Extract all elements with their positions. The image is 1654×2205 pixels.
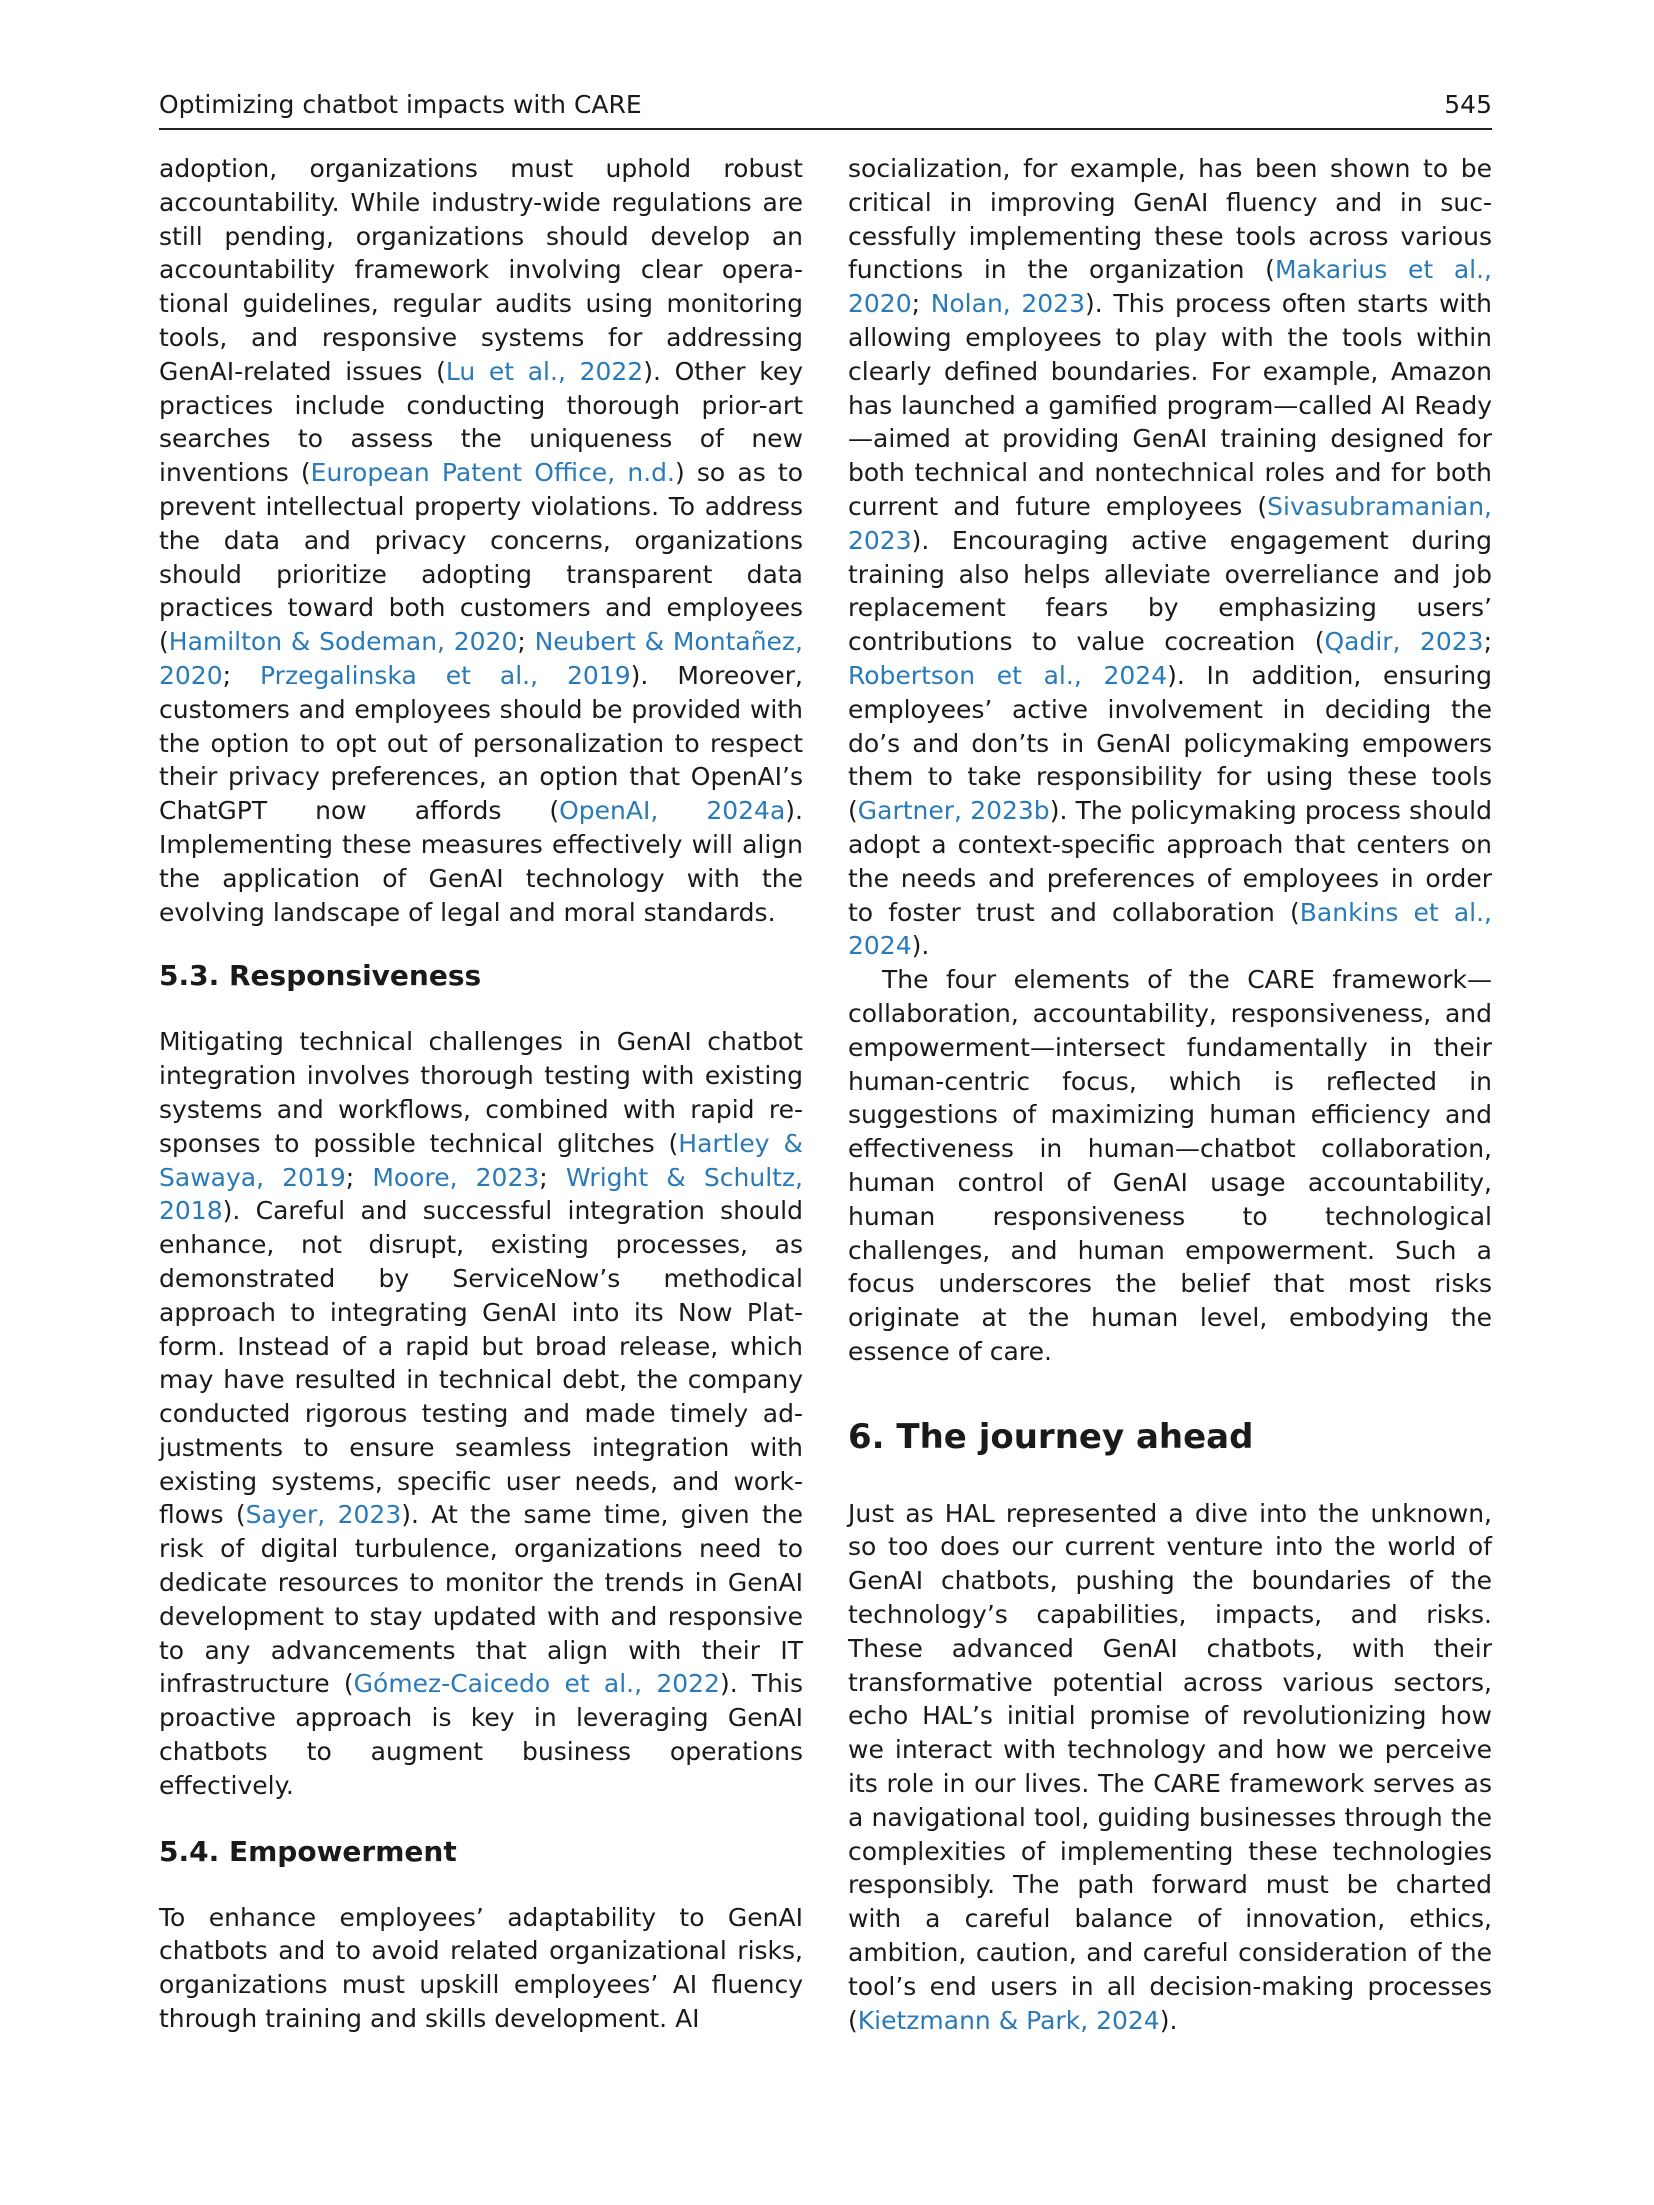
section-heading-journey-ahead: 6. The journey ahead (848, 1416, 1254, 1457)
paragraph-journey-ahead (848, 1497, 1492, 2038)
text-run: ; (1483, 627, 1492, 657)
text-run: ). The policymaking process should adopt a context-specific approach that centers on the needs and preferences of employees in order to foster trust and collaboration ( (848, 796, 1492, 927)
citation-link[interactable]: OpenAI, 2024a (559, 796, 786, 826)
text-run: ). In addition, ensuring employees’ active involvement in deciding the do’s and don’ts in GenAI policymaking empowers them to take responsibility for using these tools ( (848, 660, 1492, 826)
citation-link[interactable]: Gartner, 2023b (857, 796, 1050, 826)
text-run: ; (517, 627, 535, 657)
text-run: ). This process often starts with allowing employees to play with the tools within clearly defined boundaries. For example, Amazon has launched a gamified program—called AI Ready—aimed at providing GenAI training designed for both technical and nontechnical roles and for both current and future employees ( (848, 289, 1492, 521)
text-run: ). This proactive approach is key in leveraging GenAI chatbots to augment business operations effectively. (159, 1669, 803, 1800)
section-heading-empowerment: 5.4. Empowerment (159, 1834, 457, 1868)
citation-link[interactable]: Qadir, 2023 (1324, 627, 1484, 657)
paragraph-responsiveness (159, 1025, 803, 1802)
citation-link[interactable]: Neubert & Montañez, 2020 (159, 627, 803, 690)
citation-link[interactable]: Lu et al., 2022 (445, 356, 644, 386)
text-run: adoption, organizations must uphold robust accountability. While industry-wide regulations are still pending, organizations should develop an accountability framework involving clear operational guidelines, regular audits using monitoring tools, and responsive systems for addressing GenAI-related issues ( (159, 154, 803, 386)
citation-link[interactable]: Przegalinska et al., 2019 (260, 660, 631, 690)
text-run: Mitigating technical challenges in GenAI chatbot integration involves thorough testing with existing systems and workflows, combined with rapid responses to possible technical glitches ( (159, 1027, 803, 1158)
citation-link[interactable]: Gómez-Caicedo et al., 2022 (353, 1669, 720, 1699)
page-number: 545 (1444, 90, 1492, 119)
text-run: ; (911, 289, 931, 319)
text-run: ). Moreover, customers and employees should be provided with the option to opt out of personalization to respect their privacy preferences, an option that OpenAI’s ChatGPT now affords ( (159, 660, 803, 826)
left-column (159, 152, 803, 2036)
text-run: ). (1159, 2005, 1178, 2035)
paragraph-accountability-cont (159, 152, 803, 929)
right-column (848, 152, 1492, 2037)
paragraph-care-elements (848, 963, 1492, 1369)
text-run: ; (345, 1162, 373, 1192)
running-header (159, 86, 1492, 130)
text-run: The four elements of the CARE framework—collaboration, accountability, responsiveness, and empowerment—intersect fundamentally in their human-centric focus, which is reflected in suggestions of maximizing human efficiency and effectiveness in human—chatbot collaboration, human control of GenAI usage accountability, human responsiveness to technological challenges, and human empowerment. Such a focus underscores the belief that most risks originate at the human level, embodying the essence of care. (848, 965, 1492, 1366)
citation-link[interactable]: Sayer, 2023 (245, 1500, 402, 1530)
text-run: ). (911, 931, 930, 961)
section-heading-responsiveness: 5.3. Responsiveness (159, 959, 482, 993)
citation-link[interactable]: Sivasubramanian, 2023 (848, 491, 1492, 555)
citation-link[interactable]: Kietzmann & Park, 2024 (857, 2005, 1160, 2035)
paragraph-empowerment (159, 1901, 803, 2036)
text-run: ). At the same time, given the risk of digital turbulence, organizations need to dedicate resources to monitor the trends in GenAI development to stay updated with and responsive to any advancements that align with their IT infrastructure ( (159, 1500, 803, 1699)
text-run: socialization, for example, has been shown to be critical in improving GenAI fluency and in successfully implementing these tools across various functions in the organization ( (848, 154, 1492, 285)
text-run: ; (539, 1162, 566, 1192)
citation-link[interactable]: Hamilton & Sodeman, 2020 (168, 627, 518, 657)
citation-link[interactable]: Bankins et al., 2024 (848, 897, 1492, 961)
running-title: Optimizing chatbot impacts with CARE (159, 90, 642, 119)
text-run: ). Other key practices include conducting thorough prior-art searches to assess the uniqueness of new inventions ( (159, 356, 803, 488)
text-run: To enhance employees’ adaptability to GenAI chatbots and to avoid related organizational risks, organizations must upskill employees’ AI fluency through training and skills development. AI (159, 1902, 803, 2034)
citation-link[interactable]: Moore, 2023 (372, 1162, 540, 1192)
citation-link[interactable]: Robertson et al., 2024 (848, 660, 1168, 690)
text-run: Just as HAL represented a dive into the unknown, so too does our current venture into the world of GenAI chatbots, pushing the boundaries of the technology’s capabilities, impacts, and risks. These advanced GenAI chatbots, with their transformative potential across various sectors, echo HAL’s initial promise of revolutionizing how we interact with technology and how we perceive its role in our lives. The CARE framework serves as a navigational tool, guiding businesses through the complexities of implementing these technologies responsibly. The path forward must be charted with a careful balance of innovation, ethics, ambition, caution, and careful consideration of the tool’s end users in all decision-making processes ( (848, 1498, 1492, 2035)
citation-link[interactable]: Wright & Schultz, 2018 (159, 1162, 804, 1226)
text-run: ; (222, 660, 261, 690)
text-run: ). Implementing these measures effectively will align the application of GenAI technology with the evolving landscape of legal and moral standards. (159, 796, 803, 927)
citation-link[interactable]: Hartley & Sawaya, 2019 (159, 1128, 803, 1192)
citation-link[interactable]: Nolan, 2023 (930, 289, 1085, 319)
text-run: ) so as to prevent intellectual property violations. To address the data and privacy concerns, organizations should prioritize adopting transparent data practices toward both customers and employees ( (159, 458, 803, 657)
citation-link[interactable]: European Patent Office, n.d. (310, 458, 675, 488)
citation-link[interactable]: Makarius et al., 2020 (848, 255, 1493, 319)
paragraph-empowerment-cont (848, 152, 1492, 963)
text-run: ). Careful and successful integration should enhance, not disrupt, existing processes, as demonstrated by ServiceNow’s methodical approach to integrating GenAI into its Now Platform. Instead of a rapid but broad release, which may have resulted in technical debt, the company conducted rigorous testing and made timely adjustments to ensure seamless integration with existing systems, specific user needs, and workflows ( (159, 1196, 803, 1530)
text-run: ). Encouraging active engagement during training also helps alleviate overreliance and job replacement fears by emphasizing users’ contributions to value cocreation ( (848, 525, 1492, 657)
